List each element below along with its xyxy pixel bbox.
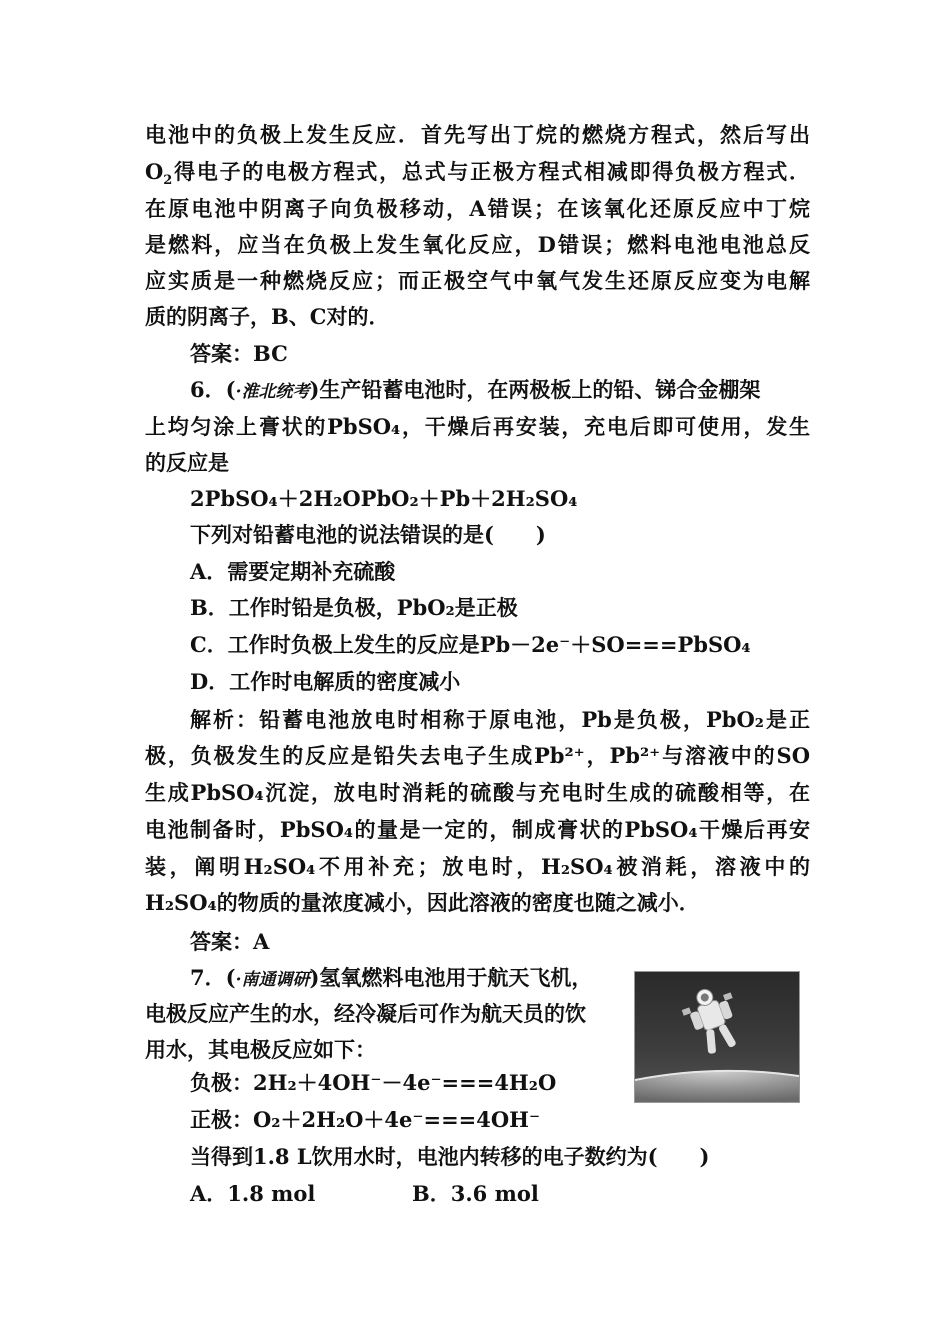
question-6-equation: 2PbSO₄＋2H₂OPbO₂＋Pb＋2H₂SO₄: [190, 486, 578, 511]
question-number: 6．(: [190, 377, 236, 402]
analysis-line-4: 是燃料，应当在负极上发生氧化反应，D错误；燃料电池电池总反: [145, 232, 810, 257]
question-6-stem-2: 上均匀涂上膏状的PbSO₄，干燥后再安装，充电后即可使用，发生: [145, 414, 810, 439]
question-7-stem-3: 用水，其电极反应如下：: [145, 1037, 376, 1062]
option-c: C．工作时负极上发生的反应是Pb－2e⁻＋SO===PbSO₄: [190, 632, 751, 657]
analysis-6-line-6: H₂SO₄的物质的量浓度减小，因此溶液的密度也随之减小．: [145, 890, 700, 915]
source-tag: ·南通调研: [235, 970, 310, 990]
question-7-prompt: 当得到1.8 L饮用水时，电池内转移的电子数约为( ): [190, 1144, 710, 1169]
analysis-6-line-1: 解析：铅蓄电池放电时相称于原电池，Pb是负极，PbO₂是正: [190, 707, 810, 732]
question-6-prompt: 下列对铅蓄电池的说法错误的是( ): [190, 522, 546, 547]
analysis-6-line-4: 电池制备时，PbSO₄的量是一定的，制成膏状的PbSO₄干燥后再安: [145, 817, 810, 842]
option-d: D．工作时电解质的密度减小: [190, 669, 461, 694]
subscript-2: 2: [163, 173, 173, 189]
astronaut-icon: [635, 972, 799, 1102]
stem-text: )生产铅蓄电池时，在两极板上的铅、锑合金棚架: [309, 377, 761, 402]
question-7-stem-1: [190, 963, 620, 995]
analysis-line-5: 应实质是一种燃烧反应；而正极空气中氧气发生还原反应变为电解: [145, 268, 810, 293]
stem-text: )氢氧燃料电池用于航天飞机，: [309, 965, 593, 990]
analysis-6-line-3: 生成PbSO₄沉淀，放电时消耗的硫酸与充电时生成的硫酸相等，在: [145, 780, 810, 805]
answer-5: 答案：BC: [190, 341, 288, 366]
question-number: 7．(: [190, 965, 236, 990]
analysis-line-6: 质的阴离子，B、C对的．: [145, 304, 390, 329]
analysis-6-line-5: 装，阐明H₂SO₄不用补充；放电时，H₂SO₄被消耗，溶液中的: [145, 854, 810, 879]
option-b: B．工作时铅是负极，PbO₂是正极: [190, 595, 518, 620]
text-rest: 得电子的电极方程式，总式与正极方程式相减即得负极方程式．: [172, 159, 810, 184]
answer-6: 答案：A: [190, 929, 270, 954]
analysis-line-2: [145, 157, 810, 187]
option-a-7: A．1.8 mol: [190, 1181, 316, 1206]
positive-electrode: 正极：O₂＋2H₂O＋4e⁻===4OH⁻: [190, 1107, 541, 1132]
option-b-7: B．3.6 mol: [412, 1181, 539, 1206]
analysis-6-line-2: 极，负极发生的反应是铅失去电子生成Pb²⁺，Pb²⁺与溶液中的SO: [145, 743, 810, 768]
question-6-stem-1: [190, 375, 810, 407]
negative-electrode: 负极：2H₂＋4OH⁻－4e⁻===4H₂O: [190, 1070, 557, 1095]
analysis-line-1: 电池中的负极上发生反应．首先写出丁烷的燃烧方程式，然后写出: [145, 122, 810, 147]
question-6-stem-3: 的反应是: [145, 450, 229, 475]
astronaut-photo: [634, 971, 800, 1103]
question-7-stem-2: 电极反应产生的水，经冷凝后可作为航天员的饮: [145, 1001, 586, 1026]
source-tag: ·淮北统考: [235, 382, 310, 402]
option-a: A．需要定期补充硫酸: [190, 559, 396, 584]
analysis-line-3: 在原电池中阴离子向负极移动，A错误；在该氧化还原反应中丁烷: [145, 196, 810, 221]
text-o: O: [145, 159, 164, 184]
